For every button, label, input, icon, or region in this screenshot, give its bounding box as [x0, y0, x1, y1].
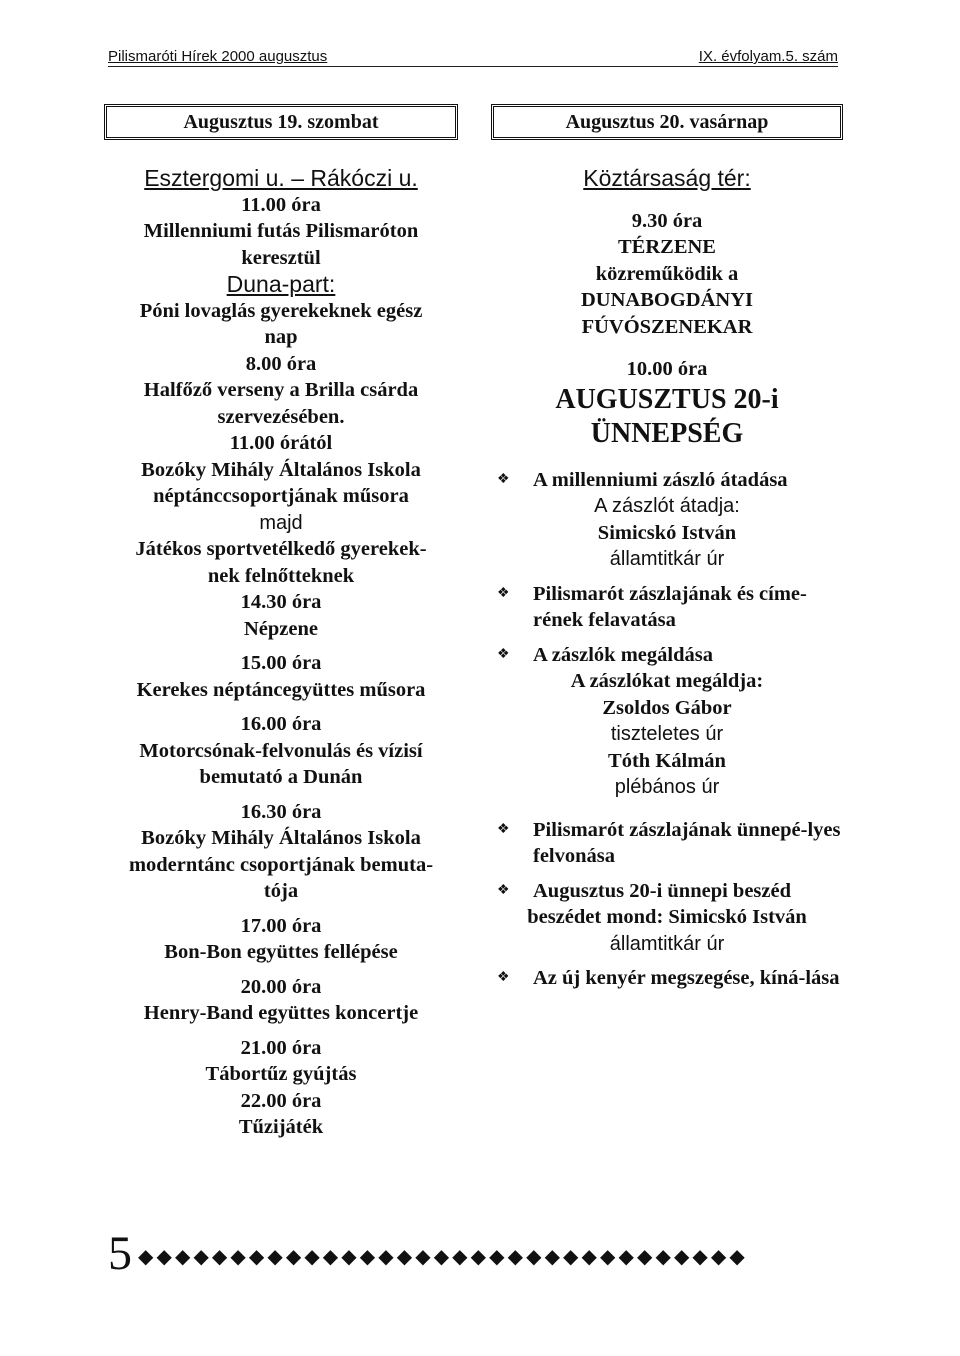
issue-number: IX. évfolyam.5. szám — [698, 48, 838, 65]
event-text: nap — [264, 326, 298, 348]
sunday-program — [491, 165, 843, 992]
program-item-text: Az új kenyér megszegése, kíná-lása — [533, 967, 840, 989]
detail-text: A zászlókat megáldja: — [570, 670, 764, 692]
spacer — [491, 801, 843, 817]
person-name: Simicskó István — [597, 521, 737, 544]
spacer — [491, 634, 843, 642]
event-text: keresztül — [241, 246, 321, 269]
day-heading-sunday — [491, 104, 843, 140]
person-name: Zsoldos Gábor — [602, 696, 732, 719]
event-time: 22.00 óra — [240, 1089, 322, 1112]
event-text: Póni lovaglás gyerekeknek egész — [139, 299, 423, 322]
event-text: Henry-Band együttes koncertje — [143, 1002, 419, 1024]
spacer — [491, 340, 843, 356]
diamond-bullet-icon: ❖ — [497, 646, 510, 662]
person-name: Tóth Kálmán — [608, 749, 726, 772]
spacer — [491, 573, 843, 581]
page-number: 5 — [108, 1227, 132, 1280]
spacer — [491, 192, 843, 208]
event-text: néptánccsoportjának műsora — [153, 485, 409, 507]
spacer — [104, 791, 458, 799]
diamond-bullet-icon: ❖ — [497, 821, 510, 837]
event-text: Bozóky Mihály Általános Iskola — [141, 458, 421, 481]
event-time: 15.00 óra — [240, 652, 322, 674]
event-text: TÉRZENE — [618, 236, 716, 258]
program-item-text: Augusztus 20-i ünnepi beszéd — [533, 879, 792, 902]
event-text: Millenniumi futás Pilismaróton — [143, 220, 419, 242]
event-text: Tűzijáték — [238, 1116, 324, 1138]
detail-text: A zászlót átadja: — [594, 495, 740, 517]
newsletter-title: Pilismaróti Hírek 2000 augusztus — [108, 48, 328, 65]
event-text: Tábortűz gyújtás — [205, 1063, 357, 1085]
diamond-bullet-icon: ❖ — [497, 471, 510, 487]
spacer — [491, 957, 843, 965]
program-item-text: Pilismarót zászlajának ünnepé-lyes felvonása — [533, 818, 841, 867]
location-heading: Esztergomi u. – Rákóczi u. — [144, 165, 418, 191]
event-text: moderntánc csoportjának bemuta- — [128, 853, 434, 876]
program-item-text: A millenniumi zászló átadása — [533, 468, 788, 491]
event-time: 17.00 óra — [240, 914, 322, 937]
event-text: Bon-Bon együttes fellépése — [164, 941, 398, 963]
saturday-program — [104, 165, 458, 1141]
event-time: 10.00 óra — [626, 358, 708, 380]
spacer — [491, 870, 843, 878]
heading-text: Augusztus 19. szombat — [183, 110, 379, 133]
diamond-bullet-icon: ❖ — [497, 882, 510, 898]
ceremony-title: AUGUSZTUS 20-i — [555, 383, 779, 415]
program-item — [491, 878, 843, 905]
event-text: Játékos sportvetélkedő gyerekek- — [135, 538, 427, 560]
connector-text: majd — [259, 511, 303, 534]
event-text: szervezésében. — [217, 405, 345, 428]
event-text: DUNABOGDÁNYI — [581, 289, 753, 311]
spacer — [104, 1027, 458, 1035]
location-heading: Duna-part: — [226, 271, 336, 297]
event-text: tója — [263, 880, 299, 902]
day-heading-saturday — [104, 104, 458, 140]
person-title: plébános úr — [614, 776, 720, 798]
header-rule — [108, 66, 838, 67]
event-time: 20.00 óra — [240, 975, 322, 998]
event-time: 16.00 óra — [240, 713, 322, 735]
detail-text: beszédet mond: Simicskó István — [527, 906, 807, 928]
spacer — [104, 966, 458, 974]
diamond-bullet-icon: ❖ — [497, 970, 510, 985]
event-text: Népzene — [243, 617, 318, 640]
event-time: 9.30 óra — [631, 209, 703, 232]
program-item — [491, 581, 843, 634]
heading-text: Augusztus 20. vasárnap — [565, 110, 769, 133]
spacer — [104, 642, 458, 650]
event-time: 16.30 óra — [240, 800, 322, 823]
event-time: 8.00 óra — [245, 352, 317, 375]
person-title: államtitkár úr — [609, 932, 725, 955]
diamond-bullet-icon: ❖ — [497, 585, 510, 601]
event-time: 11.00 órától — [229, 432, 333, 454]
program-item — [491, 817, 843, 870]
event-text: Halfőző verseny a Brilla csárda — [143, 379, 419, 401]
event-text: FÚVÓSZENEKAR — [581, 315, 753, 338]
person-title: államtitkár úr — [609, 548, 725, 570]
program-item — [491, 965, 843, 992]
person-title: tiszteletes úr — [610, 723, 724, 745]
program-item — [491, 467, 843, 494]
event-text: Kerekes néptáncegyüttes műsora — [136, 678, 426, 701]
spacer — [104, 905, 458, 913]
event-text: Bozóky Mihály Általános Iskola — [141, 827, 421, 849]
ceremony-title: ÜNNEPSÉG — [590, 417, 744, 449]
event-text: Motorcsónak-felvonulás és vízisí — [139, 739, 423, 762]
event-text: nek felnőtteknek — [207, 564, 355, 587]
spacer — [491, 451, 843, 467]
event-time: 11.00 óra — [241, 193, 321, 216]
program-item — [491, 642, 843, 669]
spacer — [104, 703, 458, 711]
diamond-border: ◆◆◆◆◆◆◆◆◆◆◆◆◆◆◆◆◆◆◆◆◆◆◆◆◆◆◆◆◆◆◆◆◆ — [138, 1246, 748, 1268]
event-text: bemutató a Dunán — [199, 766, 363, 788]
event-time: 21.00 óra — [240, 1036, 322, 1059]
location-heading: Köztársaság tér: — [583, 165, 751, 191]
event-time: 14.30 óra — [240, 591, 322, 613]
event-text: közreműködik a — [595, 262, 739, 285]
program-item-text: Pilismarót zászlajának és címe-rének felavatása — [533, 582, 807, 631]
program-item-text: A zászlók megáldása — [533, 643, 713, 666]
